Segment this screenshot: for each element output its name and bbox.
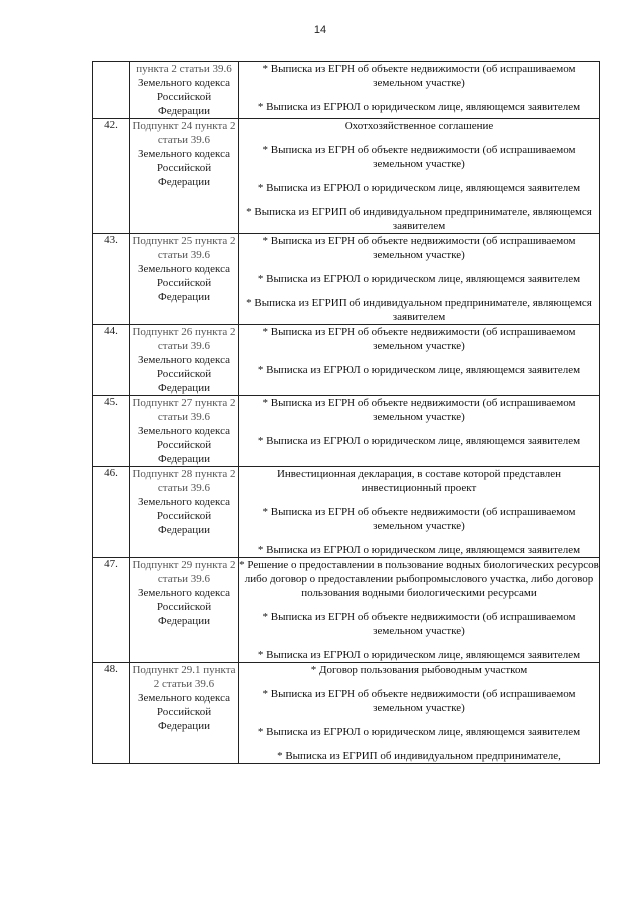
table-row xyxy=(93,467,600,558)
legal-basis-cell xyxy=(130,467,239,558)
document-item: * Выписка из ЕГРН об объекте недвижимости (об испрашиваемом земельном участке) xyxy=(262,611,576,637)
table-body xyxy=(93,62,600,764)
legal-basis-reference: Подпункт 29 пункта 2 статьи 39.6 xyxy=(132,559,236,585)
documents-cell xyxy=(239,663,600,764)
document-item: * Выписка из ЕГРН об объекте недвижимости (об испрашиваемом земельном участке) xyxy=(262,397,576,423)
legal-basis-code: Земельного кодекса Российской Федерации xyxy=(137,148,231,188)
documents-cell xyxy=(239,234,600,325)
legal-basis-reference: пункта 2 статьи 39.6 xyxy=(136,63,232,75)
documents-cell xyxy=(239,62,600,119)
documents-cell xyxy=(239,467,600,558)
document-item: * Выписка из ЕГРЮЛ о юридическом лице, являющемся заявителем xyxy=(257,649,581,661)
table-row xyxy=(93,663,600,764)
table-row xyxy=(93,396,600,467)
document-item: * Выписка из ЕГРН об объекте недвижимости (об испрашиваемом земельном участке) xyxy=(262,688,576,714)
document-item: Инвестиционная декларация, в составе которой представлен инвестиционный проект xyxy=(276,468,562,494)
document-item: * Выписка из ЕГРН об объекте недвижимости (об испрашиваемом земельном участке) xyxy=(262,506,576,532)
document-item: * Выписка из ЕГРЮЛ о юридическом лице, являющемся заявителем xyxy=(257,435,581,447)
row-number: 46. xyxy=(93,467,130,558)
document-item: * Выписка из ЕГРЮЛ о юридическом лице, являющемся заявителем xyxy=(257,182,581,194)
legal-basis-code: Земельного кодекса Российской Федерации xyxy=(137,77,231,117)
legal-basis-reference: Подпункт 24 пункта 2 статьи 39.6 xyxy=(132,120,236,146)
legal-basis-code: Земельного кодекса Российской Федерации xyxy=(137,425,231,465)
row-number xyxy=(93,62,130,119)
document-item: * Выписка из ЕГРЮЛ о юридическом лице, являющемся заявителем xyxy=(257,273,581,285)
legal-basis-reference: Подпункт 26 пункта 2 статьи 39.6 xyxy=(132,326,236,352)
row-number: 45. xyxy=(93,396,130,467)
document-item: * Выписка из ЕГРЮЛ о юридическом лице, являющемся заявителем xyxy=(257,726,581,738)
legal-basis-code: Земельного кодекса Российской Федерации xyxy=(137,496,231,536)
row-number: 44. xyxy=(93,325,130,396)
table-row xyxy=(93,62,600,119)
row-number: 47. xyxy=(93,558,130,663)
legal-basis-cell xyxy=(130,62,239,119)
document-item: * Выписка из ЕГРИП об индивидуальном предпринимателе, xyxy=(277,750,561,762)
documents-cell xyxy=(239,325,600,396)
document-item: * Выписка из ЕГРЮЛ о юридическом лице, являющемся заявителем xyxy=(257,364,581,376)
legal-basis-reference: Подпункт 25 пункта 2 статьи 39.6 xyxy=(132,235,236,261)
legal-basis-code: Земельного кодекса Российской Федерации xyxy=(137,692,231,732)
legal-basis-reference: Подпункт 27 пункта 2 статьи 39.6 xyxy=(132,397,236,423)
documents-table xyxy=(92,61,600,764)
document-item: * Выписка из ЕГРИП об индивидуальном предпринимателе, являющемся заявителем xyxy=(246,206,592,232)
documents-cell xyxy=(239,558,600,663)
document-item: * Выписка из ЕГРЮЛ о юридическом лице, являющемся заявителем xyxy=(257,101,581,113)
legal-basis-code: Земельного кодекса Российской Федерации xyxy=(137,354,231,394)
table-row xyxy=(93,234,600,325)
legal-basis-reference: Подпункт 28 пункта 2 статьи 39.6 xyxy=(132,468,236,494)
document-item: * Выписка из ЕГРН об объекте недвижимости (об испрашиваемом земельном участке) xyxy=(262,326,576,352)
document-item: * Выписка из ЕГРН об объекте недвижимости (об испрашиваемом земельном участке) xyxy=(262,144,576,170)
document-item: * Выписка из ЕГРЮЛ о юридическом лице, являющемся заявителем xyxy=(257,544,581,556)
legal-basis-reference: Подпункт 29.1 пункта 2 статьи 39.6 xyxy=(132,664,236,690)
documents-cell xyxy=(239,396,600,467)
document-item: Охотхозяйственное соглашение xyxy=(344,120,494,132)
legal-basis-cell xyxy=(130,234,239,325)
table-row xyxy=(93,325,600,396)
row-number: 43. xyxy=(93,234,130,325)
page-number: 14 xyxy=(313,24,327,36)
legal-basis-cell xyxy=(130,325,239,396)
documents-cell xyxy=(239,119,600,234)
legal-basis-cell xyxy=(130,558,239,663)
legal-basis-code: Земельного кодекса Российской Федерации xyxy=(137,263,231,303)
legal-basis-cell xyxy=(130,119,239,234)
legal-basis-code: Земельного кодекса Российской Федерации xyxy=(137,587,231,627)
document-item: * Выписка из ЕГРН об объекте недвижимости (об испрашиваемом земельном участке) xyxy=(262,235,576,261)
document-item: * Договор пользования рыбоводным участком xyxy=(310,664,528,676)
legal-basis-cell xyxy=(130,396,239,467)
row-number: 48. xyxy=(93,663,130,764)
document-item: * Выписка из ЕГРН об объекте недвижимости (об испрашиваемом земельном участке) xyxy=(262,63,576,89)
row-number: 42. xyxy=(93,119,130,234)
document-item: * Выписка из ЕГРИП об индивидуальном предпринимателе, являющемся заявителем xyxy=(246,297,592,323)
table-row xyxy=(93,119,600,234)
table-row xyxy=(93,558,600,663)
legal-basis-cell xyxy=(130,663,239,764)
document-item: * Решение о предоставлении в пользование водных биологических ресурсов либо договор о предоставлении рыбопромыслового участка, либо договор пользования водными биологическими ресурсами xyxy=(239,559,599,599)
